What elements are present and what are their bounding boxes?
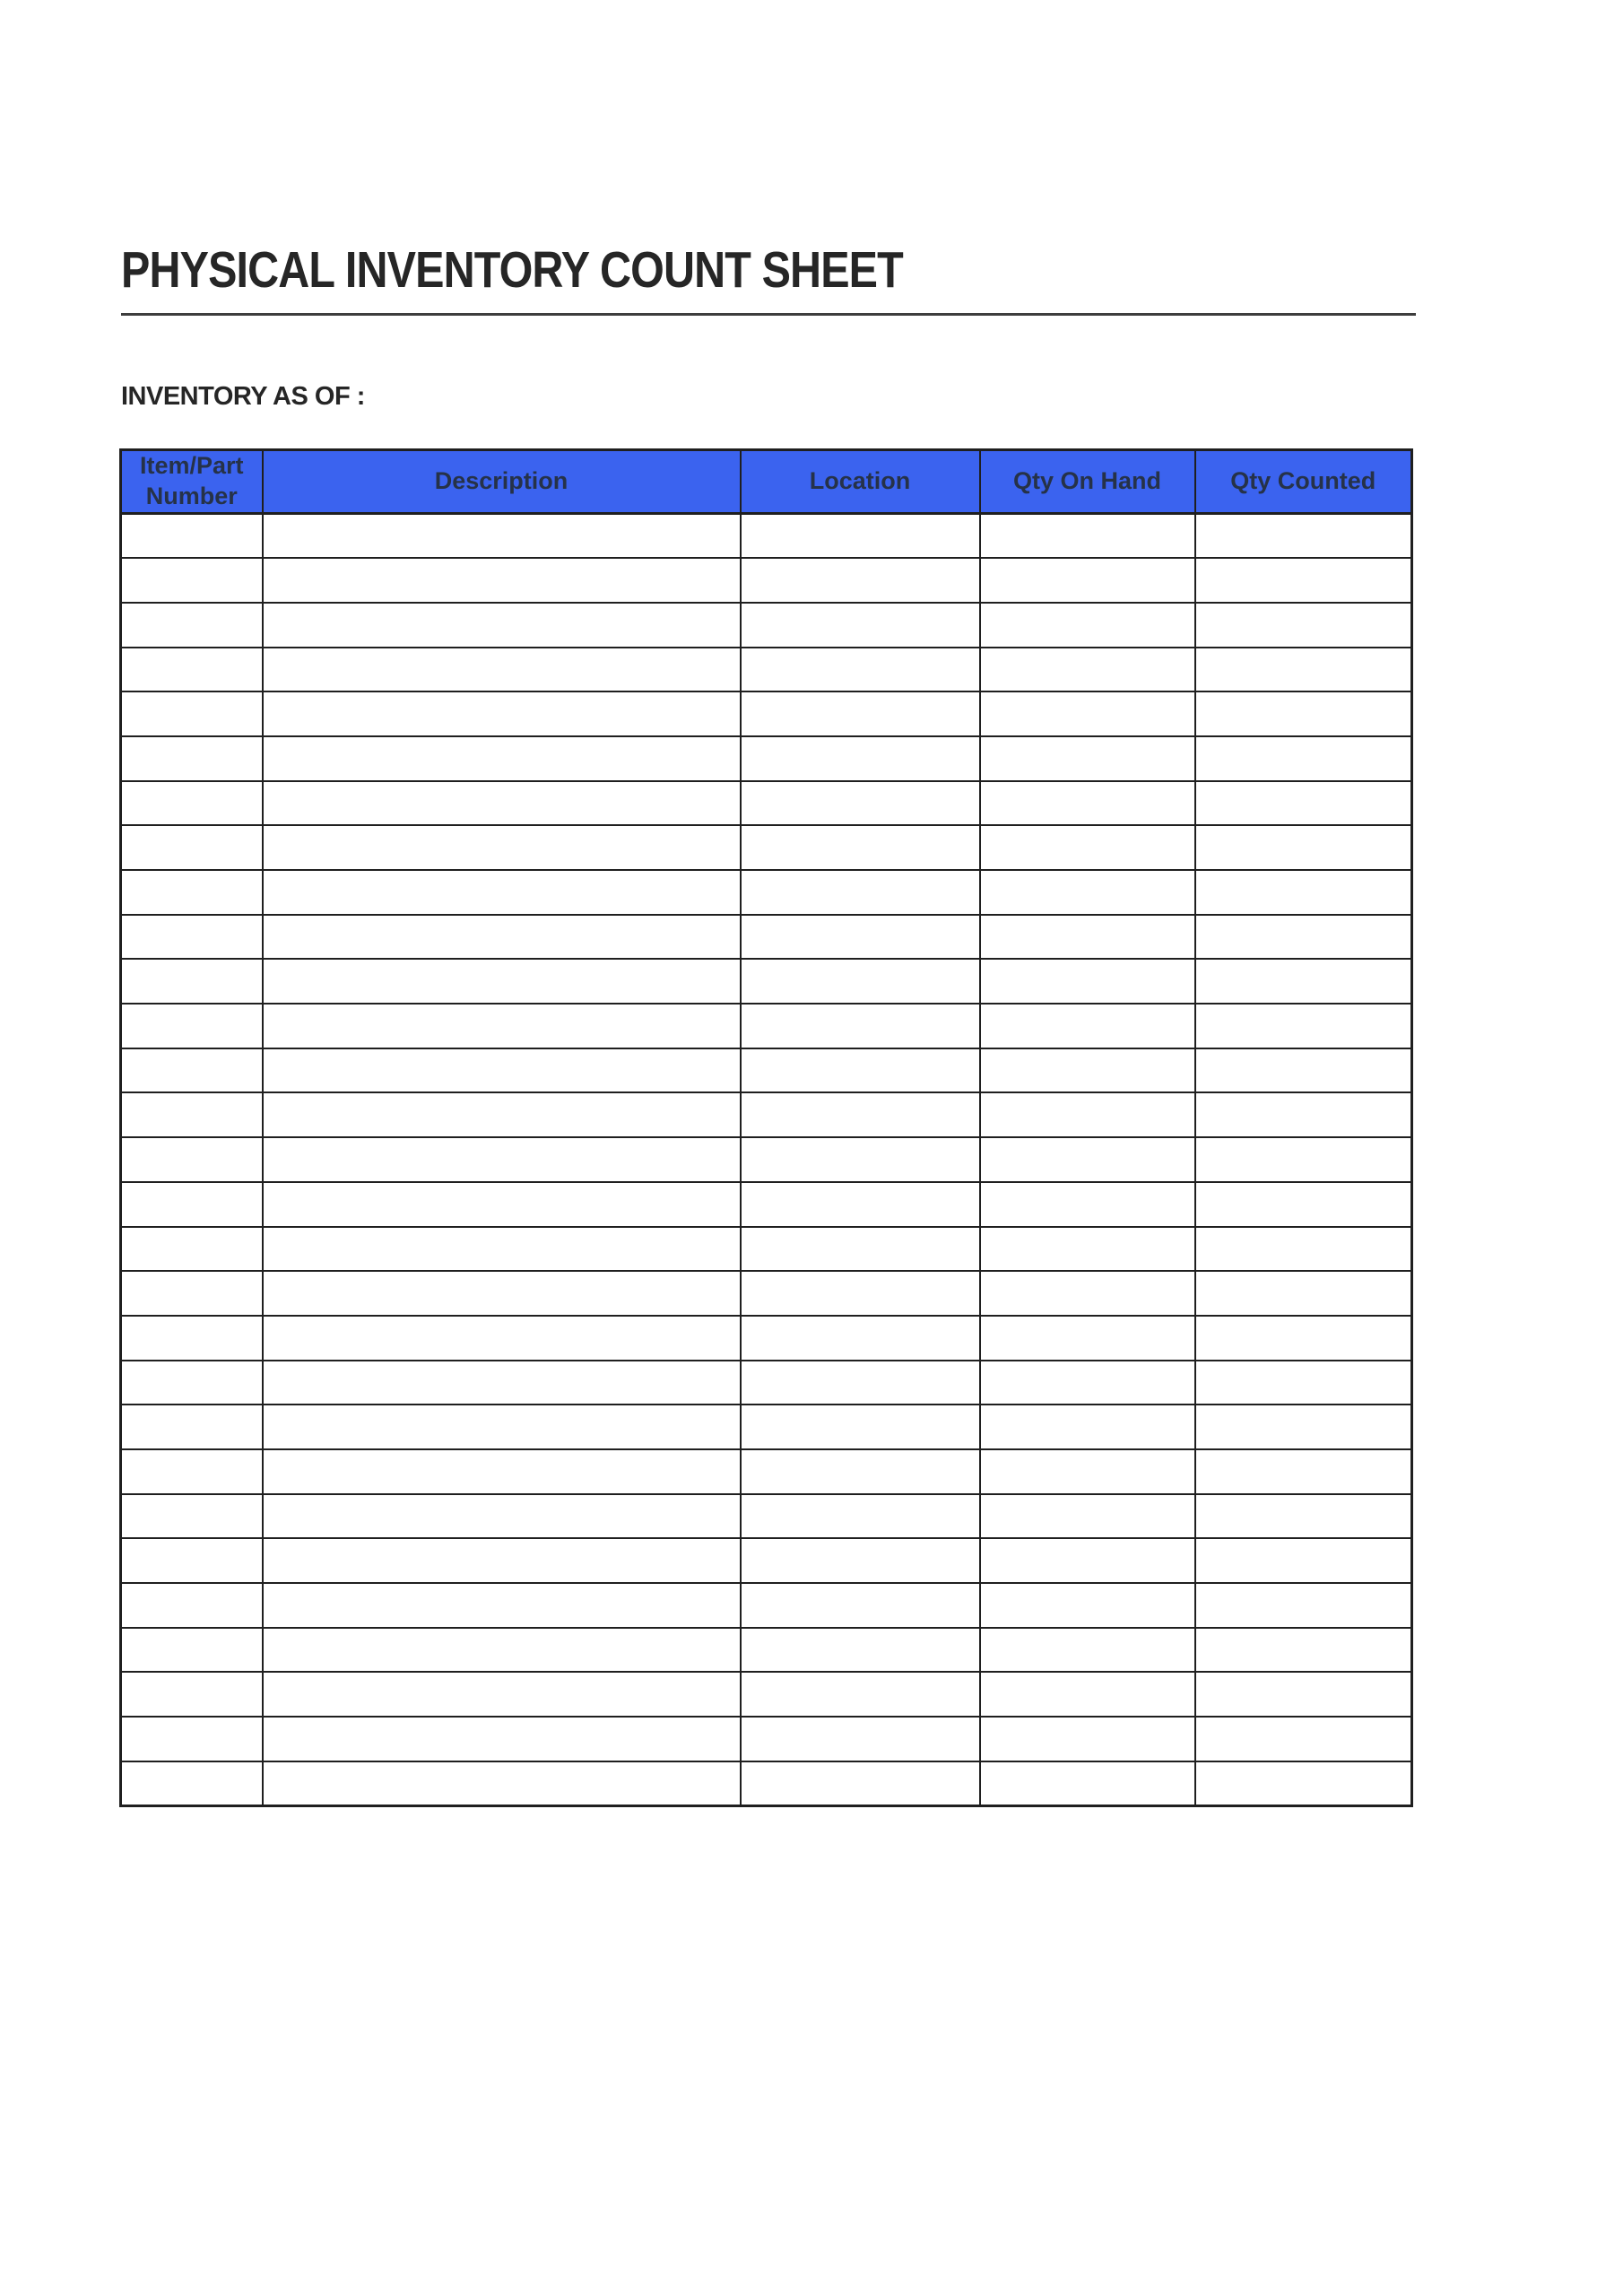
table-cell[interactable] bbox=[741, 1004, 980, 1048]
table-cell[interactable] bbox=[263, 1227, 741, 1272]
table-cell[interactable] bbox=[741, 648, 980, 692]
table-cell[interactable] bbox=[980, 1316, 1195, 1361]
table-cell[interactable] bbox=[980, 1405, 1195, 1449]
table-cell[interactable] bbox=[741, 1405, 980, 1449]
table-cell[interactable] bbox=[741, 1227, 980, 1272]
table-cell[interactable] bbox=[741, 1449, 980, 1494]
inventory-table bbox=[119, 448, 1413, 1807]
table-cell[interactable] bbox=[980, 1361, 1195, 1405]
table-cell[interactable] bbox=[121, 1628, 263, 1673]
table-cell[interactable] bbox=[741, 1137, 980, 1182]
table-cell[interactable] bbox=[741, 1761, 980, 1806]
table-cell[interactable] bbox=[980, 1538, 1195, 1583]
table-cell[interactable] bbox=[263, 1137, 741, 1182]
table-cell[interactable] bbox=[980, 1628, 1195, 1673]
table-cell[interactable] bbox=[1195, 915, 1412, 960]
table-cell[interactable] bbox=[1195, 736, 1412, 781]
table-cell[interactable] bbox=[741, 1271, 980, 1316]
table-row bbox=[121, 959, 1412, 1004]
table-cell[interactable] bbox=[1195, 1092, 1412, 1137]
table-cell[interactable] bbox=[263, 1182, 741, 1227]
table-cell[interactable] bbox=[741, 1628, 980, 1673]
table-row bbox=[121, 1227, 1412, 1272]
table-cell[interactable] bbox=[741, 736, 980, 781]
table-cell[interactable] bbox=[980, 1271, 1195, 1316]
table-cell[interactable] bbox=[980, 1761, 1195, 1806]
table-cell[interactable] bbox=[263, 959, 741, 1004]
table-cell[interactable] bbox=[121, 1092, 263, 1137]
table-cell[interactable] bbox=[980, 736, 1195, 781]
table-cell[interactable] bbox=[980, 1672, 1195, 1717]
table-cell[interactable] bbox=[121, 513, 263, 558]
table-cell[interactable] bbox=[980, 648, 1195, 692]
table-row bbox=[121, 915, 1412, 960]
table-cell[interactable] bbox=[121, 870, 263, 915]
table-cell[interactable] bbox=[980, 1717, 1195, 1761]
table-row bbox=[121, 1048, 1412, 1093]
table-cell[interactable] bbox=[263, 736, 741, 781]
table-row bbox=[121, 1092, 1412, 1137]
table-cell[interactable] bbox=[1195, 825, 1412, 870]
table-cell[interactable] bbox=[121, 1048, 263, 1093]
table-cell[interactable] bbox=[741, 513, 980, 558]
table-row bbox=[121, 1672, 1412, 1717]
table-row bbox=[121, 558, 1412, 603]
table-cell[interactable] bbox=[980, 870, 1195, 915]
table-row bbox=[121, 781, 1412, 826]
table-row bbox=[121, 1449, 1412, 1494]
table-row bbox=[121, 1761, 1412, 1806]
table-cell[interactable] bbox=[1195, 1405, 1412, 1449]
table-cell[interactable] bbox=[741, 825, 980, 870]
table-cell[interactable] bbox=[980, 1182, 1195, 1227]
table-cell[interactable] bbox=[121, 825, 263, 870]
table-cell[interactable] bbox=[980, 603, 1195, 648]
table-cell[interactable] bbox=[980, 691, 1195, 736]
table-cell[interactable] bbox=[121, 603, 263, 648]
column-header-qty-counted: Qty Counted bbox=[1195, 450, 1412, 514]
table-cell[interactable] bbox=[121, 1449, 263, 1494]
table-cell[interactable] bbox=[980, 558, 1195, 603]
table-cell[interactable] bbox=[263, 1449, 741, 1494]
table-cell[interactable] bbox=[1195, 870, 1412, 915]
table-cell[interactable] bbox=[121, 1538, 263, 1583]
table-row bbox=[121, 1137, 1412, 1182]
table-cell[interactable] bbox=[121, 691, 263, 736]
table-cell[interactable] bbox=[1195, 1583, 1412, 1628]
table-cell[interactable] bbox=[1195, 959, 1412, 1004]
table-row bbox=[121, 513, 1412, 558]
table-cell[interactable] bbox=[121, 736, 263, 781]
table-row bbox=[121, 1004, 1412, 1048]
table-cell[interactable] bbox=[263, 870, 741, 915]
table-cell[interactable] bbox=[741, 1494, 980, 1539]
table-cell[interactable] bbox=[263, 781, 741, 826]
table-cell[interactable] bbox=[121, 648, 263, 692]
table-cell[interactable] bbox=[980, 1137, 1195, 1182]
table-cell[interactable] bbox=[980, 915, 1195, 960]
header-row bbox=[121, 450, 1412, 514]
table-cell[interactable] bbox=[1195, 558, 1412, 603]
table-cell[interactable] bbox=[980, 1494, 1195, 1539]
table-cell[interactable] bbox=[741, 1316, 980, 1361]
table-row bbox=[121, 1405, 1412, 1449]
table-cell[interactable] bbox=[263, 648, 741, 692]
table-cell[interactable] bbox=[741, 1583, 980, 1628]
table-cell[interactable] bbox=[1195, 1717, 1412, 1761]
table-cell[interactable] bbox=[980, 781, 1195, 826]
table-cell[interactable] bbox=[1195, 1538, 1412, 1583]
table-row bbox=[121, 648, 1412, 692]
table-cell[interactable] bbox=[980, 1449, 1195, 1494]
table-cell[interactable] bbox=[121, 1004, 263, 1048]
table-cell[interactable] bbox=[263, 1672, 741, 1717]
table-cell[interactable] bbox=[980, 1092, 1195, 1137]
table-cell[interactable] bbox=[121, 1227, 263, 1272]
table-cell[interactable] bbox=[121, 1761, 263, 1806]
table-cell[interactable] bbox=[1195, 1761, 1412, 1806]
table-cell[interactable] bbox=[1195, 1137, 1412, 1182]
table-cell[interactable] bbox=[263, 513, 741, 558]
table-cell[interactable] bbox=[1195, 1182, 1412, 1227]
table-cell[interactable] bbox=[980, 825, 1195, 870]
table-row bbox=[121, 1316, 1412, 1361]
table-row bbox=[121, 1361, 1412, 1405]
table-row bbox=[121, 825, 1412, 870]
table-cell[interactable] bbox=[121, 1717, 263, 1761]
table-row bbox=[121, 1583, 1412, 1628]
table-cell[interactable] bbox=[121, 1316, 263, 1361]
table-cell[interactable] bbox=[263, 691, 741, 736]
table-cell[interactable] bbox=[121, 1405, 263, 1449]
table-cell[interactable] bbox=[980, 1583, 1195, 1628]
table-cell[interactable] bbox=[263, 1092, 741, 1137]
table-row bbox=[121, 603, 1412, 648]
table-cell[interactable] bbox=[1195, 1227, 1412, 1272]
table-cell[interactable] bbox=[263, 915, 741, 960]
table-cell[interactable] bbox=[121, 915, 263, 960]
table-cell[interactable] bbox=[741, 1092, 980, 1137]
table-cell[interactable] bbox=[741, 959, 980, 1004]
table-cell[interactable] bbox=[263, 1761, 741, 1806]
table-cell[interactable] bbox=[263, 1583, 741, 1628]
table-cell[interactable] bbox=[741, 781, 980, 826]
table-cell[interactable] bbox=[121, 1672, 263, 1717]
table-cell[interactable] bbox=[741, 915, 980, 960]
table-cell[interactable] bbox=[1195, 781, 1412, 826]
table-cell[interactable] bbox=[263, 1271, 741, 1316]
table-cell[interactable] bbox=[263, 1405, 741, 1449]
table-cell[interactable] bbox=[121, 558, 263, 603]
table-row bbox=[121, 1271, 1412, 1316]
table-row bbox=[121, 1538, 1412, 1583]
table-cell[interactable] bbox=[980, 513, 1195, 558]
table-cell[interactable] bbox=[1195, 1361, 1412, 1405]
table-cell[interactable] bbox=[263, 1316, 741, 1361]
table-cell[interactable] bbox=[980, 1227, 1195, 1272]
table-cell[interactable] bbox=[263, 1538, 741, 1583]
table-cell[interactable] bbox=[1195, 648, 1412, 692]
table-cell[interactable] bbox=[741, 558, 980, 603]
table-cell[interactable] bbox=[1195, 1494, 1412, 1539]
table-cell[interactable] bbox=[263, 1004, 741, 1048]
table-cell[interactable] bbox=[121, 1583, 263, 1628]
table-cell[interactable] bbox=[263, 1494, 741, 1539]
column-header-description: Description bbox=[263, 450, 741, 514]
table-cell[interactable] bbox=[263, 558, 741, 603]
table-cell[interactable] bbox=[1195, 691, 1412, 736]
table-cell[interactable] bbox=[1195, 1004, 1412, 1048]
table-cell[interactable] bbox=[263, 1048, 741, 1093]
inventory-table-body bbox=[121, 513, 1412, 1806]
table-cell[interactable] bbox=[121, 781, 263, 826]
table-cell[interactable] bbox=[741, 603, 980, 648]
table-cell[interactable] bbox=[741, 1538, 980, 1583]
table-cell[interactable] bbox=[741, 691, 980, 736]
table-cell[interactable] bbox=[741, 1361, 980, 1405]
inventory-as-of-label: INVENTORY AS OF : bbox=[121, 382, 365, 411]
column-header-location: Location bbox=[741, 450, 980, 514]
table-row bbox=[121, 736, 1412, 781]
table-cell[interactable] bbox=[1195, 513, 1412, 558]
table-row bbox=[121, 1717, 1412, 1761]
column-header-qty-on-hand: Qty On Hand bbox=[980, 450, 1195, 514]
table-cell[interactable] bbox=[741, 1048, 980, 1093]
table-cell[interactable] bbox=[121, 1361, 263, 1405]
table-cell[interactable] bbox=[1195, 603, 1412, 648]
table-cell[interactable] bbox=[980, 959, 1195, 1004]
table-cell[interactable] bbox=[1195, 1672, 1412, 1717]
inventory-table-header bbox=[121, 450, 1412, 514]
column-header-item-part-number: Item/Part Number bbox=[121, 450, 263, 514]
table-cell[interactable] bbox=[1195, 1271, 1412, 1316]
table-cell[interactable] bbox=[263, 825, 741, 870]
table-row bbox=[121, 1628, 1412, 1673]
table-row bbox=[121, 870, 1412, 915]
page-title: PHYSICAL INVENTORY COUNT SHEET bbox=[121, 241, 903, 299]
table-cell[interactable] bbox=[1195, 1628, 1412, 1673]
table-cell[interactable] bbox=[1195, 1316, 1412, 1361]
table-cell[interactable] bbox=[121, 1494, 263, 1539]
table-cell[interactable] bbox=[1195, 1048, 1412, 1093]
table-cell[interactable] bbox=[1195, 1449, 1412, 1494]
table-row bbox=[121, 1494, 1412, 1539]
table-cell[interactable] bbox=[121, 1271, 263, 1316]
table-row bbox=[121, 1182, 1412, 1227]
table-cell[interactable] bbox=[263, 1361, 741, 1405]
table-cell[interactable] bbox=[741, 1182, 980, 1227]
table-cell[interactable] bbox=[121, 1182, 263, 1227]
table-cell[interactable] bbox=[263, 1628, 741, 1673]
table-cell[interactable] bbox=[121, 1137, 263, 1182]
table-cell[interactable] bbox=[980, 1048, 1195, 1093]
table-cell[interactable] bbox=[980, 1004, 1195, 1048]
table-cell[interactable] bbox=[263, 1717, 741, 1761]
table-cell[interactable] bbox=[741, 870, 980, 915]
table-cell[interactable] bbox=[741, 1717, 980, 1761]
title-divider bbox=[121, 313, 1416, 316]
table-row bbox=[121, 691, 1412, 736]
table-cell[interactable] bbox=[741, 1672, 980, 1717]
table-cell[interactable] bbox=[263, 603, 741, 648]
table-cell[interactable] bbox=[121, 959, 263, 1004]
